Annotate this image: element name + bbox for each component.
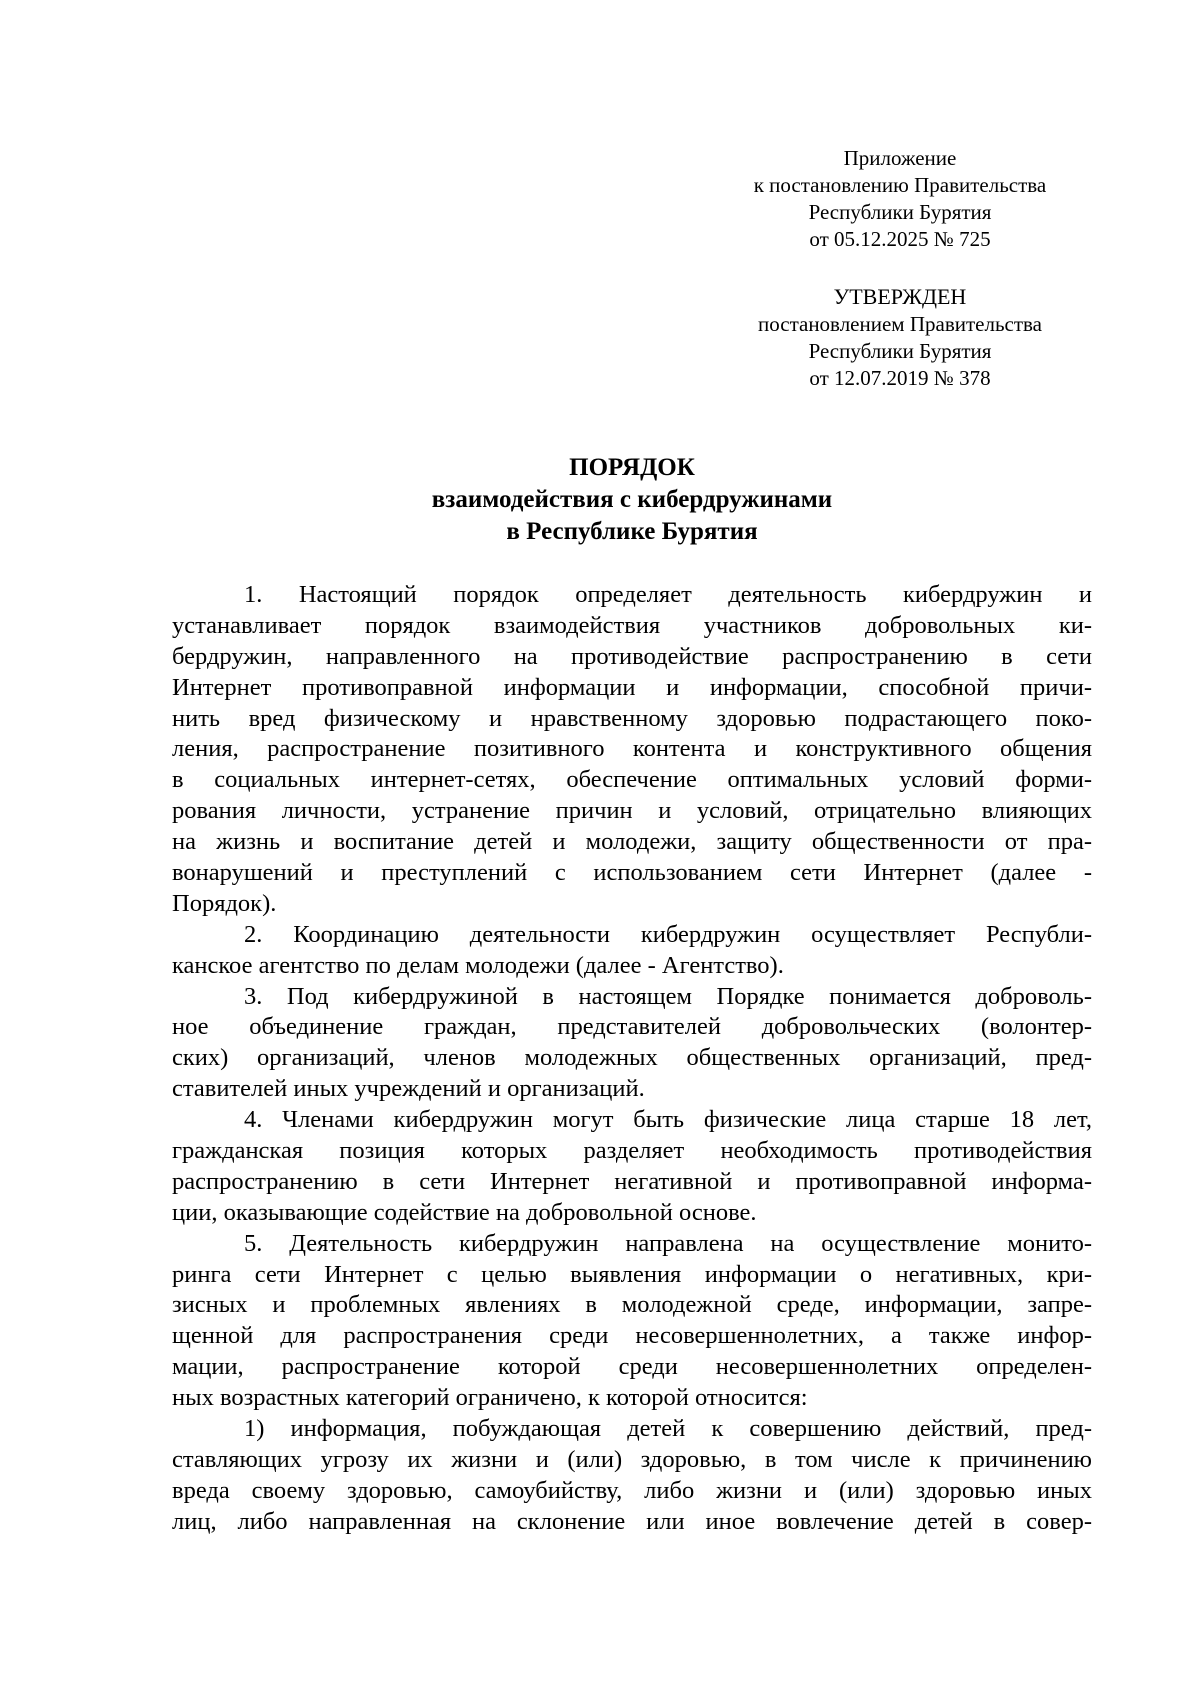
paragraph-line: 1) информация, побуждающая детей к совершению действий, пред- [244, 1415, 1092, 1443]
paragraph-line: ринга сети Интернет с целью выявления информации о негативных, кри- [172, 1260, 1092, 1288]
paragraph-line: ления, распространение позитивного контента и конструктивного общения [172, 735, 1092, 763]
approved-region: Республики Бурятия [808, 339, 992, 363]
paragraph-line: в социальных интернет-сетях, обеспечение оптимальных условий форми- [172, 766, 1092, 794]
approved-label: УТВЕРЖДЕН [833, 284, 967, 309]
paragraph-line: вреда своему здоровью, самоубийству, либо жизни и (или) здоровью иных [172, 1476, 1092, 1504]
title-region: в Республике Бурятия [506, 518, 758, 545]
paragraph-line: ное объединение граждан, представителей добровольческих (волонтер- [172, 1013, 1092, 1041]
title-heading: ПОРЯДОК [569, 454, 695, 481]
paragraph-line: ских) организаций, членов молодежных общественных организаций, пред- [172, 1044, 1092, 1072]
paragraph-line: канское агентство по делам молодежи (далее - Агентство). [172, 951, 784, 979]
paragraph-line: мации, распространение которой среди несовершеннолетних определен- [172, 1353, 1092, 1381]
paragraph-line: 4. Членами кибердружин могут быть физические лица старше 18 лет, [244, 1106, 1092, 1134]
paragraph-line: рования личности, устранение причин и условий, отрицательно влияющих [172, 797, 1092, 825]
paragraph-line: нить вред физическому и нравственному здоровью подрастающего поко- [172, 704, 1092, 732]
paragraph-line: распространению в сети Интернет негативной и противоправной информа- [172, 1167, 1092, 1195]
paragraph-line: 3. Под кибердружиной в настоящем Порядке понимается доброволь- [244, 982, 1092, 1010]
approved-date-number: от 12.07.2019 № 378 [809, 366, 991, 390]
paragraph-line: бердружин, направленного на противодействие распространению в сети [172, 642, 1092, 670]
paragraph-line: устанавливает порядок взаимодействия участников добровольных ки- [172, 611, 1092, 639]
paragraph-line: Порядок). [172, 889, 277, 917]
paragraph-line: лиц, либо направленная на склонение или иное вовлечение детей в совер- [172, 1507, 1092, 1535]
paragraph-3 [172, 982, 1092, 1106]
paragraph-line: 2. Координацию деятельности кибердружин осуществляет Республи- [244, 920, 1092, 948]
paragraph-2 [172, 920, 1092, 982]
paragraph-line: Интернет противоправной информации и информации, способной причи- [172, 673, 1092, 701]
appendix-region: Республики Бурятия [808, 200, 992, 224]
paragraph-line: ставляющих угрозу их жизни и (или) здоровью, в том числе к причинению [172, 1445, 1092, 1473]
approved-stamp [700, 282, 1100, 392]
paragraph-4 [172, 1105, 1092, 1229]
paragraph-6 [172, 1414, 1092, 1538]
paragraph-line: 1. Настоящий порядок определяет деятельность кибердружин и [244, 581, 1092, 608]
paragraph-line: ставителей иных учреждений и организаций. [172, 1075, 645, 1103]
paragraph-5 [172, 1229, 1092, 1414]
appendix-stamp [700, 145, 1100, 253]
appendix-decree-ref: к постановлению Правительства [753, 173, 1047, 197]
paragraph-line: щенной для распространения среди несовершеннолетних, а также инфор- [172, 1322, 1092, 1350]
approved-decree-ref: постановлением Правительства [757, 312, 1042, 336]
appendix-date-number: от 05.12.2025 № 725 [809, 227, 991, 251]
paragraph-line: на жизнь и воспитание детей и молодежи, защиту общественности от пра- [172, 828, 1092, 856]
paragraph-line: вонарушений и преступлений с использованием сети Интернет (далее - [172, 859, 1092, 887]
appendix-label: Приложение [843, 146, 957, 170]
document-title [172, 452, 1092, 548]
paragraph-line: гражданская позиция которых разделяет необходимость противодействия [172, 1137, 1092, 1165]
paragraph-line: 5. Деятельность кибердружин направлена на осуществление монито- [244, 1229, 1092, 1257]
document-body [172, 580, 1092, 1538]
paragraph-line: ции, оказывающие содействие на добровольной основе. [172, 1198, 757, 1226]
paragraph-1 [172, 580, 1092, 920]
paragraph-line: зисных и проблемных явлениях в молодежной среде, информации, запре- [172, 1291, 1092, 1319]
paragraph-line: ных возрастных категорий ограничено, к которой относится: [172, 1384, 808, 1412]
title-subject: взаимодействия с кибердружинами [431, 486, 833, 513]
